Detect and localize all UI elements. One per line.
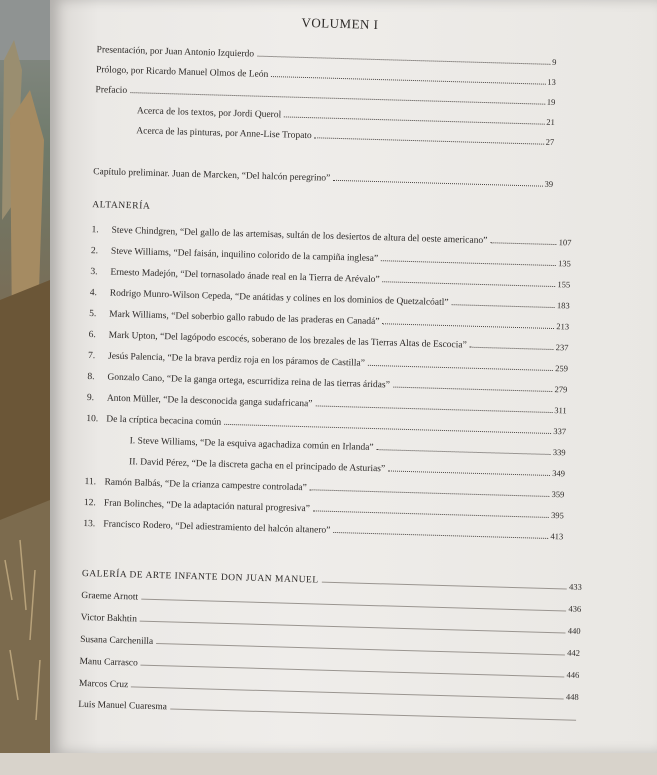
entry-text: De la críptica becacina común xyxy=(106,414,222,428)
entry-text: Acerca de los textos, por Jordi Querol xyxy=(136,106,282,121)
gallery-entry[interactable] xyxy=(81,612,581,637)
entry-page: 21 xyxy=(546,116,555,127)
gallery-entry[interactable] xyxy=(78,700,578,724)
dot-leader xyxy=(315,405,552,413)
entry-page: 213 xyxy=(556,321,570,332)
dot-leader xyxy=(224,424,551,434)
toc-entry-2[interactable] xyxy=(91,245,571,269)
entry-number: 10. xyxy=(86,414,99,425)
entry-page: 135 xyxy=(557,258,571,269)
toc-entry-1[interactable] xyxy=(91,224,571,248)
painting-fragment-icon xyxy=(0,0,50,753)
entry-page: 440 xyxy=(567,625,581,636)
entry-text: Steve Williams, “Del faisán, inquilino colorido de la campiña inglesa” xyxy=(110,246,379,265)
section-heading-text: GALERÍA DE ARTE INFANTE DON JUAN MANUEL xyxy=(81,568,319,586)
toc-entry-acerca-pinturas[interactable] xyxy=(136,125,554,148)
entry-number: 13. xyxy=(83,518,96,530)
toc-entry-acerca-textos[interactable] xyxy=(137,105,555,128)
entry-page: 107 xyxy=(558,237,572,248)
entry-page: 339 xyxy=(552,447,566,458)
rule-leader xyxy=(131,686,564,699)
entry-text: Luis Manuel Cuaresma xyxy=(78,699,168,713)
entry-number: 7. xyxy=(87,351,96,362)
gallery-entry[interactable] xyxy=(80,634,580,659)
toc-entry-10[interactable] xyxy=(86,413,566,437)
toc-entry-6[interactable] xyxy=(89,329,569,353)
entry-text: Capítulo preliminar. Juan de Marcken, “Del halcón peregrino” xyxy=(93,167,331,184)
entry-page: 279 xyxy=(554,384,568,395)
toc-entry-prefacio[interactable] xyxy=(95,84,555,108)
entry-text: Prólogo, por Ricardo Manuel Olmos de León xyxy=(95,65,269,80)
entry-page: 446 xyxy=(566,669,580,680)
entry-page: 9 xyxy=(552,56,557,67)
book-spine-painting xyxy=(0,0,50,753)
entry-text: Ramón Balbás, “De la crianza campestre controlada” xyxy=(104,477,307,494)
entry-page: 433 xyxy=(568,581,582,592)
toc-entry-3[interactable] xyxy=(90,266,570,290)
toc-entry-presentacion[interactable] xyxy=(96,44,556,68)
dot-leader xyxy=(382,323,554,329)
entry-page: 448 xyxy=(565,691,579,702)
entry-number: 3. xyxy=(90,267,98,278)
toc-entry-12[interactable] xyxy=(84,497,564,521)
entry-page: 19 xyxy=(546,96,556,107)
rule-leader xyxy=(141,665,565,678)
entry-page: 359 xyxy=(551,489,565,500)
toc-entry-5[interactable] xyxy=(89,308,569,332)
entry-number: 1. xyxy=(91,225,99,236)
rule-leader xyxy=(141,599,566,612)
toc-entry-4[interactable] xyxy=(90,287,570,311)
entry-page: 27 xyxy=(545,136,555,147)
toc-entry-9[interactable] xyxy=(87,392,567,416)
entry-text: Acerca de las pinturas, por Anne-Lise Tropato xyxy=(136,126,312,142)
dot-leader xyxy=(315,137,544,144)
gallery-entry[interactable] xyxy=(79,656,579,681)
dot-leader xyxy=(368,365,553,371)
dot-leader xyxy=(284,116,544,124)
dot-leader xyxy=(490,242,556,245)
rule-leader xyxy=(170,708,576,720)
entry-page: 395 xyxy=(550,510,564,521)
entry-page: 39 xyxy=(544,178,554,189)
toc-entry-preliminar[interactable] xyxy=(93,166,553,190)
dot-leader xyxy=(130,92,545,105)
toc-subentry-10-I[interactable] xyxy=(130,435,566,458)
entry-page: 13 xyxy=(547,76,557,87)
entry-page: 436 xyxy=(568,603,582,614)
entry-text: Jesús Palencia, “De la brava perdiz roja en los páramos de Castilla” xyxy=(107,351,366,369)
rule-leader xyxy=(322,582,567,590)
toc-entry-prologo[interactable] xyxy=(96,64,556,88)
dot-leader xyxy=(257,56,550,65)
toc-subentry-10-II[interactable] xyxy=(129,456,565,479)
rule-leader xyxy=(156,643,565,655)
entry-text: Susana Carchenilla xyxy=(79,634,154,647)
gallery-entry[interactable] xyxy=(79,678,579,703)
entry-text: Rodrigo Munro-Wilson Cepeda, “De anátidas y colines en los dominios de Quetzalcóatl” xyxy=(109,288,449,309)
table-of-contents xyxy=(71,0,637,775)
entry-page: 413 xyxy=(550,531,564,542)
dot-leader xyxy=(313,510,549,518)
dot-leader xyxy=(271,76,545,85)
section-heading-galeria[interactable] xyxy=(82,568,582,593)
dot-leader xyxy=(381,260,556,266)
dot-leader xyxy=(452,304,555,308)
entry-number: 8. xyxy=(87,372,95,383)
dot-leader xyxy=(333,180,542,187)
entry-text: Marcos Cruz xyxy=(78,678,129,691)
volume-title: VOLUMEN I xyxy=(301,14,379,33)
entry-page: 237 xyxy=(555,342,569,353)
dot-leader xyxy=(310,489,550,497)
dot-leader xyxy=(383,281,556,287)
dot-leader xyxy=(470,347,554,350)
entry-number: 4. xyxy=(89,288,98,299)
entry-page: 259 xyxy=(555,363,569,374)
entry-text: Mark Upton, “Del lagópodo escocés, soberano de los brezales de las Tierras Altas de Escocia” xyxy=(108,330,467,351)
toc-entry-7[interactable] xyxy=(88,350,568,374)
dot-leader xyxy=(393,387,553,392)
entry-text: Manu Carrasco xyxy=(79,656,138,669)
entry-number: 6. xyxy=(88,330,96,341)
toc-entry-13[interactable] xyxy=(83,518,563,542)
entry-number: 11. xyxy=(84,476,97,488)
toc-entry-8[interactable] xyxy=(87,371,567,395)
entry-page: 337 xyxy=(553,426,567,437)
entry-page: 183 xyxy=(556,300,570,311)
entry-page: 349 xyxy=(552,468,566,479)
entry-text: Francisco Rodero, “Del adiestramiento del halcón altanero” xyxy=(103,519,331,536)
toc-entry-11[interactable] xyxy=(84,476,564,500)
dot-leader xyxy=(377,449,551,455)
entry-text: Anton Müller, “De la desconocida ganga sudafricana” xyxy=(106,393,313,410)
gallery-entry[interactable] xyxy=(81,590,581,615)
entry-text: Steve Chindgren, “Del gallo de las artemisas, sultán de los desiertos de altura del oeste americano” xyxy=(111,225,488,247)
entry-text: Victor Bakhtin xyxy=(80,612,138,625)
entry-number: 2. xyxy=(90,246,99,257)
rule-leader xyxy=(140,621,566,634)
entry-text: Ernesto Madejón, “Del tornasolado ánade real en la Tierra de Arévalo” xyxy=(110,267,380,286)
entry-text: Graeme Arnott xyxy=(81,590,139,603)
entry-text: II. David Pérez, “De la discreta gacha en el principado de Asturias” xyxy=(128,457,386,475)
dot-leader xyxy=(333,532,548,539)
entry-number: 5. xyxy=(89,309,97,320)
toc-page xyxy=(50,0,657,753)
entry-number: 12. xyxy=(83,497,96,509)
entry-page: 155 xyxy=(557,279,571,290)
entry-text: Gonzalo Cano, “De la ganga ortega, escurridiza reina de las tierras áridas” xyxy=(107,372,390,391)
dot-leader xyxy=(388,470,550,476)
entry-page: 442 xyxy=(567,647,581,658)
entry-page: 311 xyxy=(554,405,567,416)
section-heading-altaneria: ALTANERÍA xyxy=(92,200,151,212)
entry-text: Prefacio xyxy=(95,85,128,97)
entry-text: Fran Bolinches, “De la adaptación natural progresiva” xyxy=(103,498,311,515)
entry-text: I. Steve Williams, “De la esquiva agachadiza común en Irlanda” xyxy=(129,436,374,454)
entry-text: Presentación, por Juan Antonio Izquierdo xyxy=(96,45,255,60)
entry-number: 9. xyxy=(86,393,95,404)
entry-text: Mark Williams, “Del soberbio gallo rabudo de las praderas en Canadá” xyxy=(109,309,380,328)
